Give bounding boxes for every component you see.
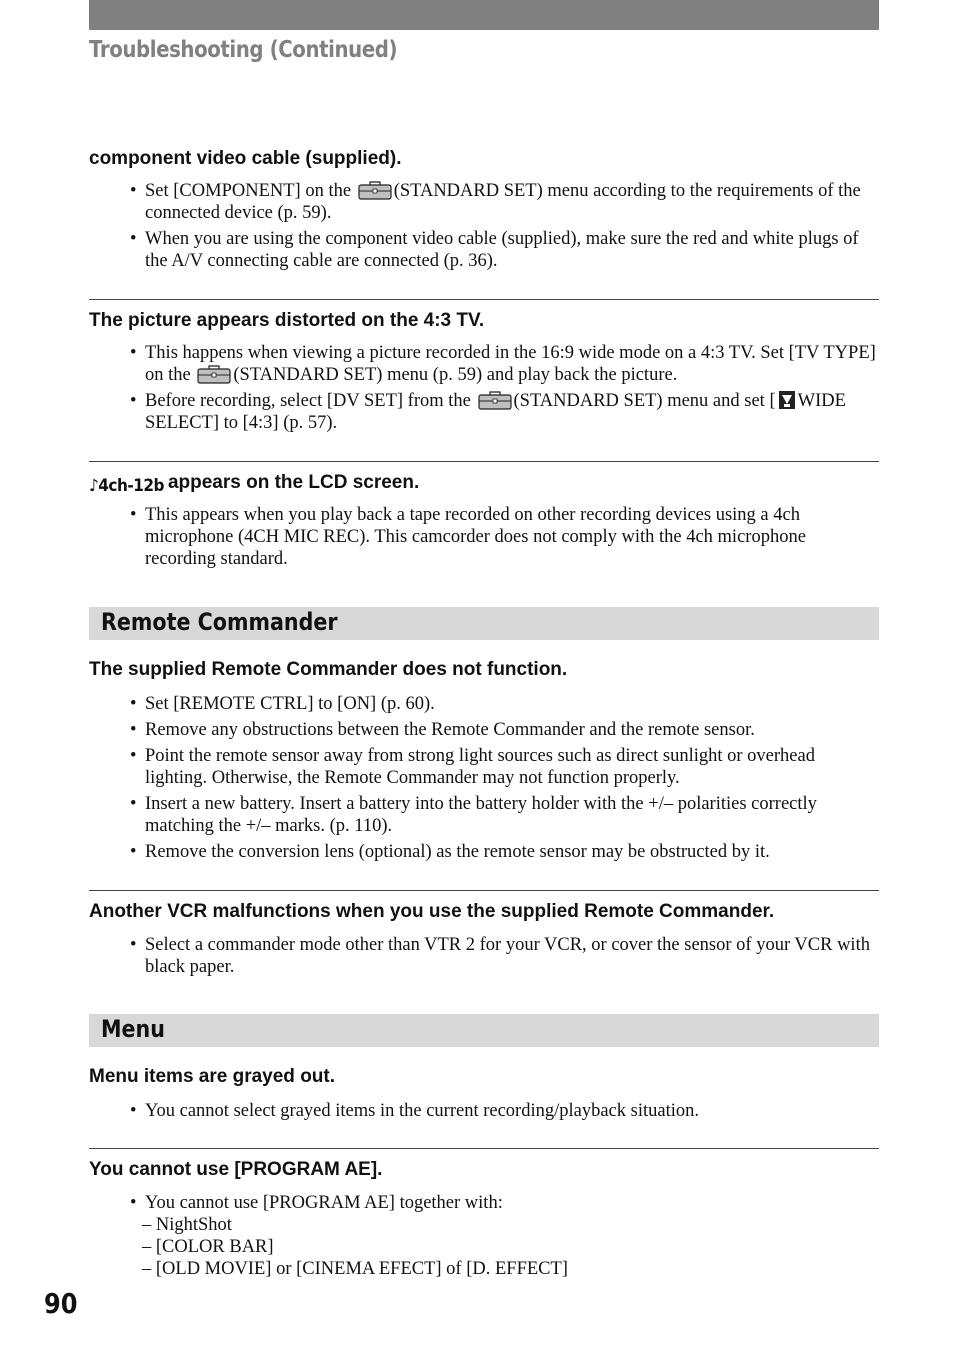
header-bar — [89, 0, 879, 30]
answer-item: • Before recording, select [DV SET] from the (STANDARD SET) menu and set [ WIDE SELECT] to [4:3] (p. 57). — [130, 390, 880, 434]
answer-item: • Insert a new battery. Insert a battery into the battery holder with the +/– polarities correctly matching the +/– marks. (p. 110). — [130, 793, 880, 837]
section-title: Menu — [101, 1015, 165, 1043]
answer-item: • You cannot use [PROGRAM AE] together with: — [130, 1192, 880, 1214]
divider — [89, 890, 879, 891]
camera-tape-wide-icon — [778, 390, 796, 410]
answer-list — [130, 934, 880, 982]
answer-list — [130, 342, 880, 438]
answer-item: • You cannot select grayed items in the current recording/playback situation. — [130, 1100, 880, 1122]
section-header-remote-commander — [89, 607, 879, 640]
question-heading: component video cable (supplied). — [89, 148, 402, 169]
4ch-audio-indicator-icon: ♪4ch-12b — [89, 476, 164, 496]
answer-item: • When you are using the component video cable (supplied), make sure the red and white plugs of the A/V connecting cable are connected (p. 36). — [130, 228, 880, 272]
question-heading: Menu items are grayed out. — [89, 1066, 336, 1087]
divider — [89, 1148, 879, 1149]
answer-item: • Set [COMPONENT] on the (STANDARD SET) menu according to the requirements of the connected device (p. 59). — [130, 180, 880, 224]
answer-item: • Set [REMOTE CTRL] to [ON] (p. 60). — [130, 693, 880, 715]
page-header-title: Troubleshooting (Continued) — [89, 37, 398, 63]
question-heading: ♪4ch-12b appears on the LCD screen. — [89, 472, 420, 496]
answer-item: • This appears when you play back a tape recorded on other recording devices using a 4ch microphone (4CH MIC REC). This camcorder does not comply with the 4ch microphone recording standard. — [130, 504, 880, 570]
sub-list-item: – [COLOR BAR] — [142, 1237, 274, 1257]
answer-list — [130, 504, 880, 574]
answer-item: • Remove any obstructions between the Remote Commander and the remote sensor. — [130, 719, 880, 741]
answer-item: • Remove the conversion lens (optional) as the remote sensor may be obstructed by it. — [130, 841, 880, 863]
sub-list — [142, 1214, 568, 1280]
section-header-menu — [89, 1014, 879, 1047]
divider — [89, 461, 879, 462]
standard-set-toolbox-icon — [197, 364, 231, 384]
question-heading: Another VCR malfunctions when you use the supplied Remote Commander. — [89, 901, 775, 922]
answer-list — [130, 180, 880, 276]
answer-item: • Select a commander mode other than VTR 2 for your VCR, or cover the sensor of your VCR with black paper. — [130, 934, 880, 978]
standard-set-toolbox-icon — [358, 180, 392, 200]
page-number: 90 — [44, 1287, 78, 1320]
section-title: Remote Commander — [101, 608, 338, 636]
question-heading: The picture appears distorted on the 4:3 TV. — [89, 310, 485, 331]
sub-list-item: – [OLD MOVIE] or [CINEMA EFECT] of [D. EFFECT] — [142, 1259, 568, 1279]
answer-item: • Point the remote sensor away from strong light sources such as direct sunlight or overhead lighting. Otherwise, the Remote Commander may not function properly. — [130, 745, 880, 789]
answer-list — [130, 693, 880, 867]
question-heading: The supplied Remote Commander does not function. — [89, 659, 568, 680]
standard-set-toolbox-icon — [478, 390, 512, 410]
divider — [89, 299, 879, 300]
question-heading: You cannot use [PROGRAM AE]. — [89, 1159, 383, 1180]
answer-list — [130, 1100, 880, 1126]
answer-item: • This happens when viewing a picture recorded in the 16:9 wide mode on a 4:3 TV. Set [TV TYPE] on the (STANDARD SET) menu (p. 59) and play back the picture. — [130, 342, 880, 386]
sub-list-item: – NightShot — [142, 1215, 232, 1235]
